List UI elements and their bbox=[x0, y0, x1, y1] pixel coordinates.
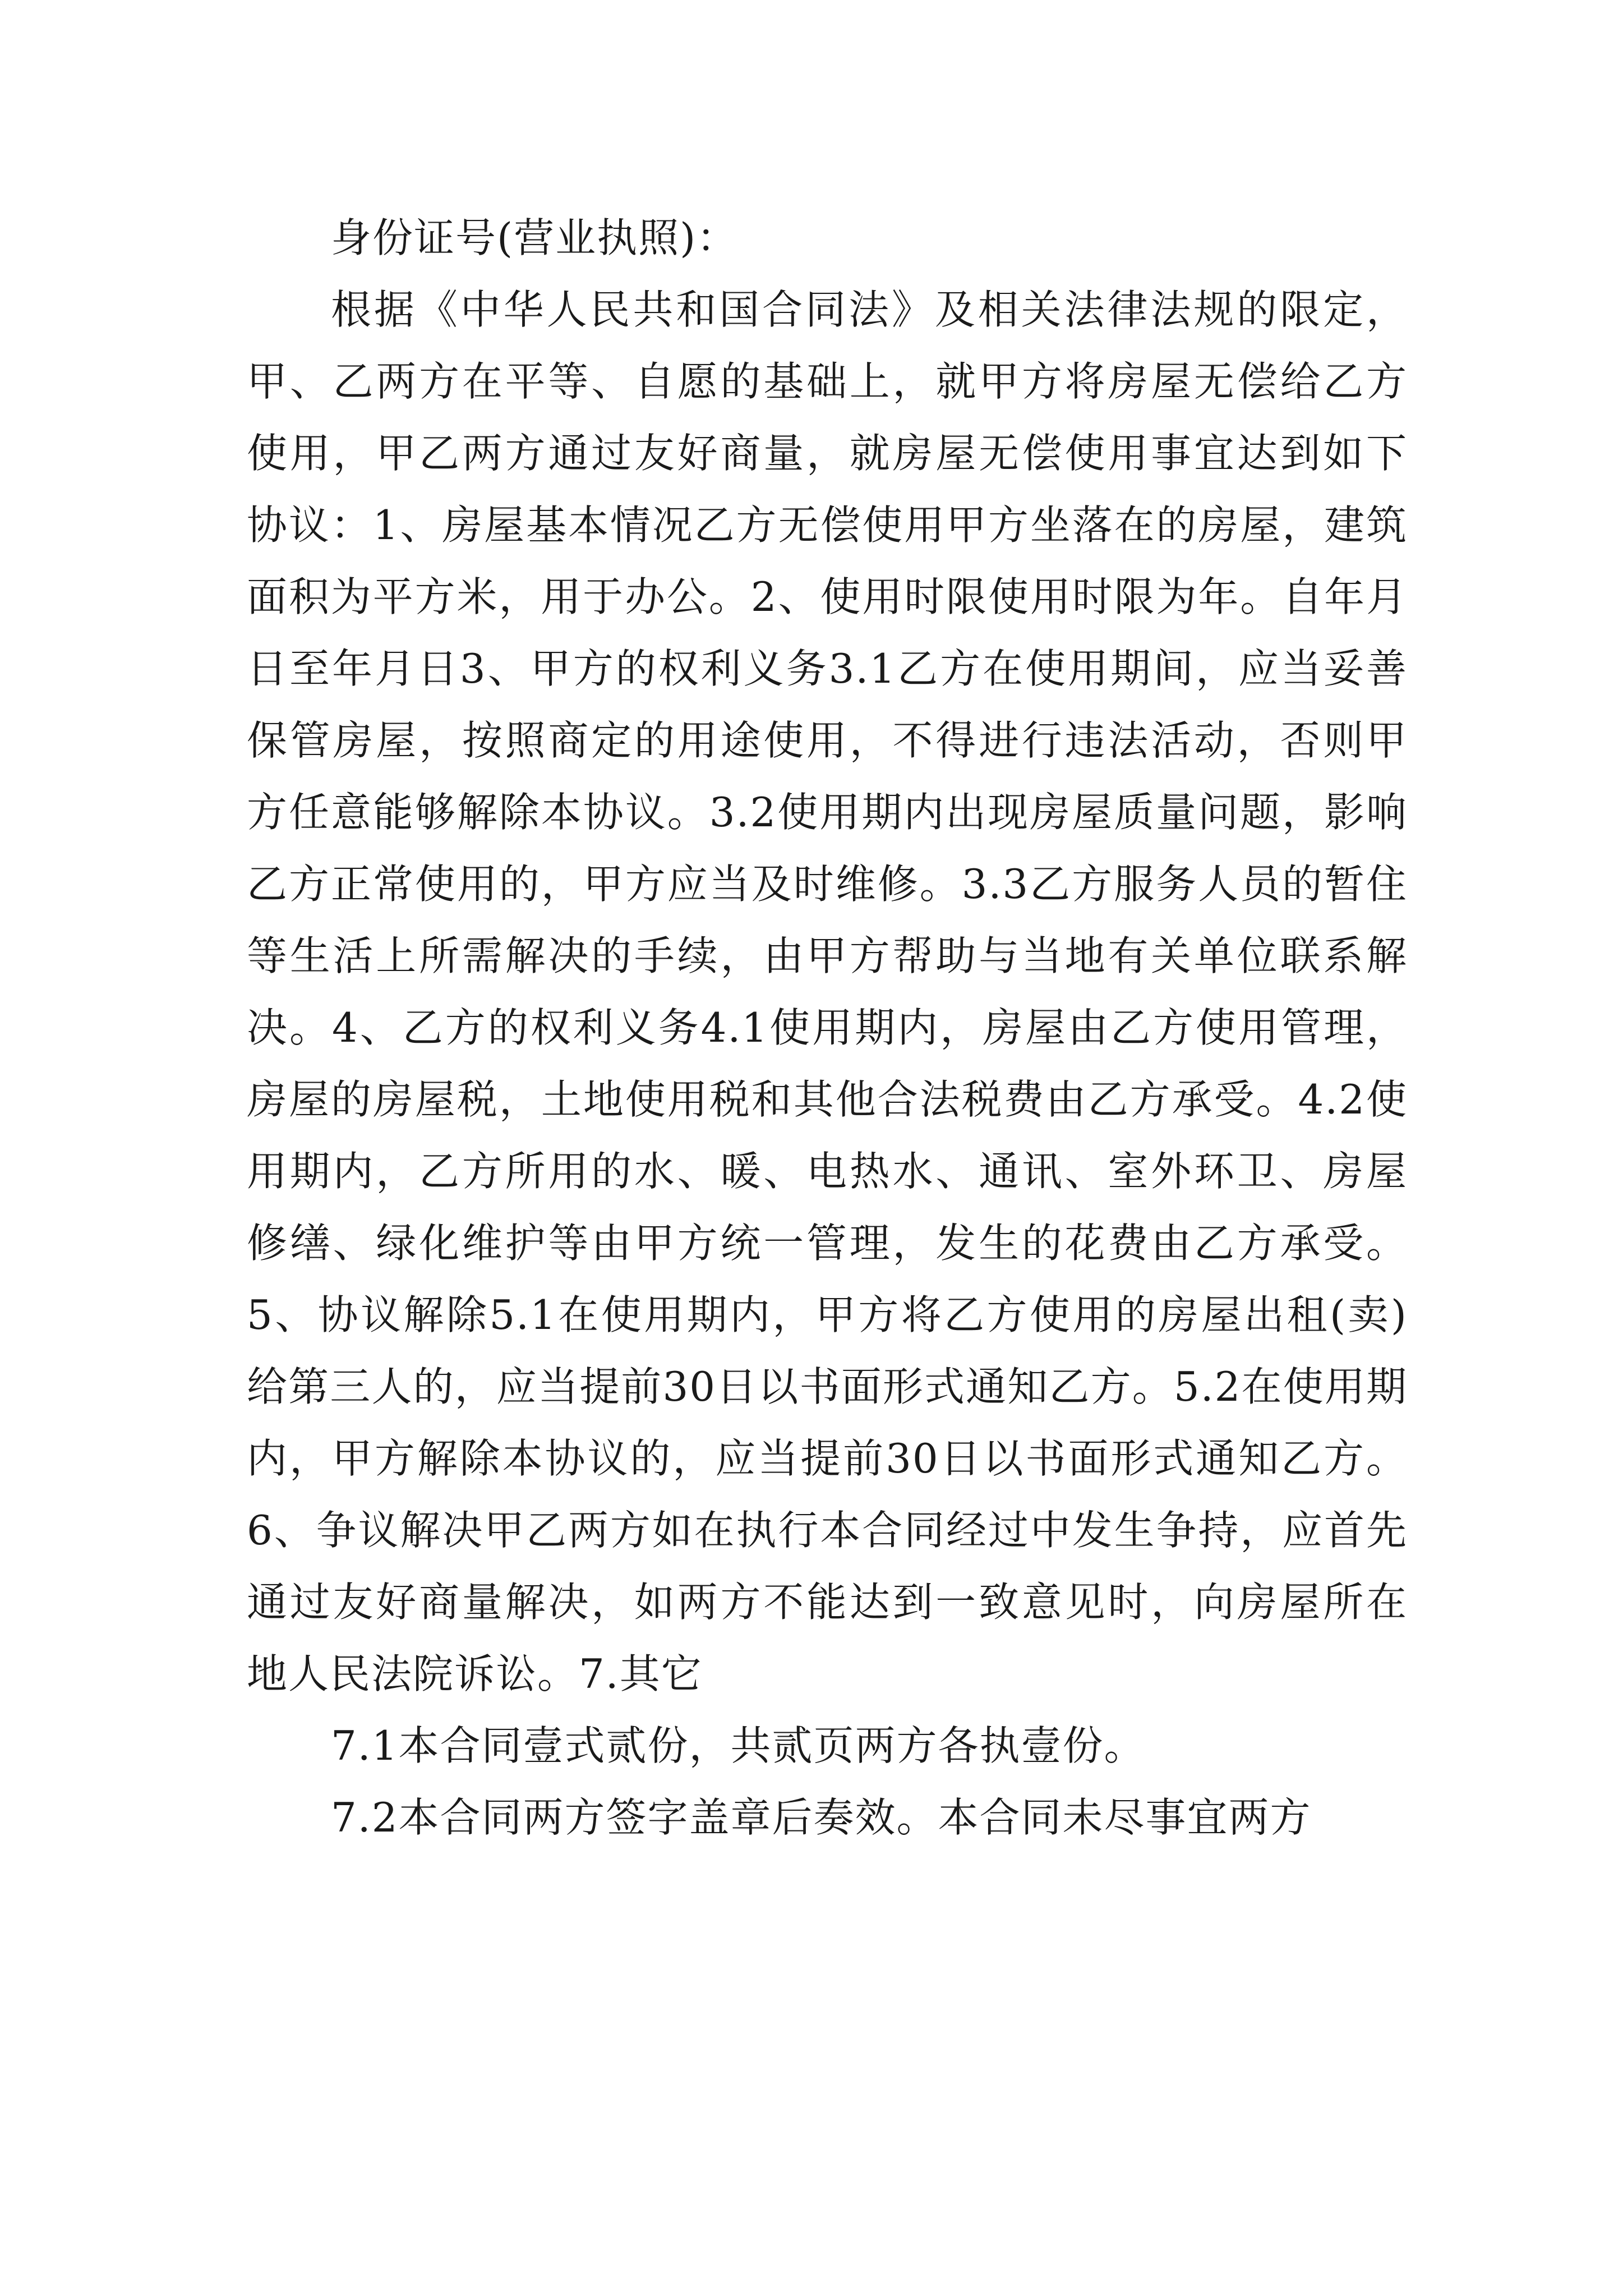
document-body bbox=[247, 202, 1408, 1853]
clause-7-1-paragraph: 7.1本合同壹式贰份，共贰页两方各执壹份。 bbox=[331, 1722, 1146, 1769]
clause-7-2-paragraph: 7.2本合同两方签字盖章后奏效。本合同未尽事宜两方 bbox=[331, 1794, 1312, 1841]
agreement-main-paragraph: 根据《中华人民共和国合同法》及相关法律法规的限定，甲、乙两方在平等、自愿的基础上，就甲方将房屋无偿给乙方使用，甲乙两方通过友好商量，就房屋无偿使用事宜达到如下协议：1、房屋基本情况乙方无偿使用甲方坐落在的房屋，建筑面积为平方米，用于办公。2、使用时限使用时限为年。自年月日至年月日3、甲方的权利义务3.1乙方在使用期间，应当妥善保管房屋，按照商定的用途使用，不得进行违法活动，否则甲方任意能够解除本协议。3.2使用期内出现房屋质量问题，影响乙方正常使用的，甲方应当及时维修。3.3乙方服务人员的暂住等生活上所需解决的手续，由甲方帮助与当地有关单位联系解决。4、乙方的权利义务4.1使用期内，房屋由乙方使用管理，房屋的房屋税，土地使用税和其他合法税费由乙方承受。4.2使用期内，乙方所用的水、暖、电热水、通讯、室外环卫、房屋修缮、绿化维护等由甲方统一管理，发生的花费由乙方承受。5、协议解除5.1在使用期内，甲方将乙方使用的房屋出租(卖)给第三人的，应当提前30日以书面形式通知乙方。5.2在使用期内，甲方解除本协议的，应当提前30日以书面形式通知乙方。6、争议解决甲乙两方如在执行本合同经过中发生争持，应首先通过友好商量解决，如两方不能达到一致意见时，向房屋所在地人民法院诉讼。7.其它 bbox=[247, 286, 1408, 1697]
id-number-line: 身份证号(营业执照)： bbox=[331, 214, 739, 261]
